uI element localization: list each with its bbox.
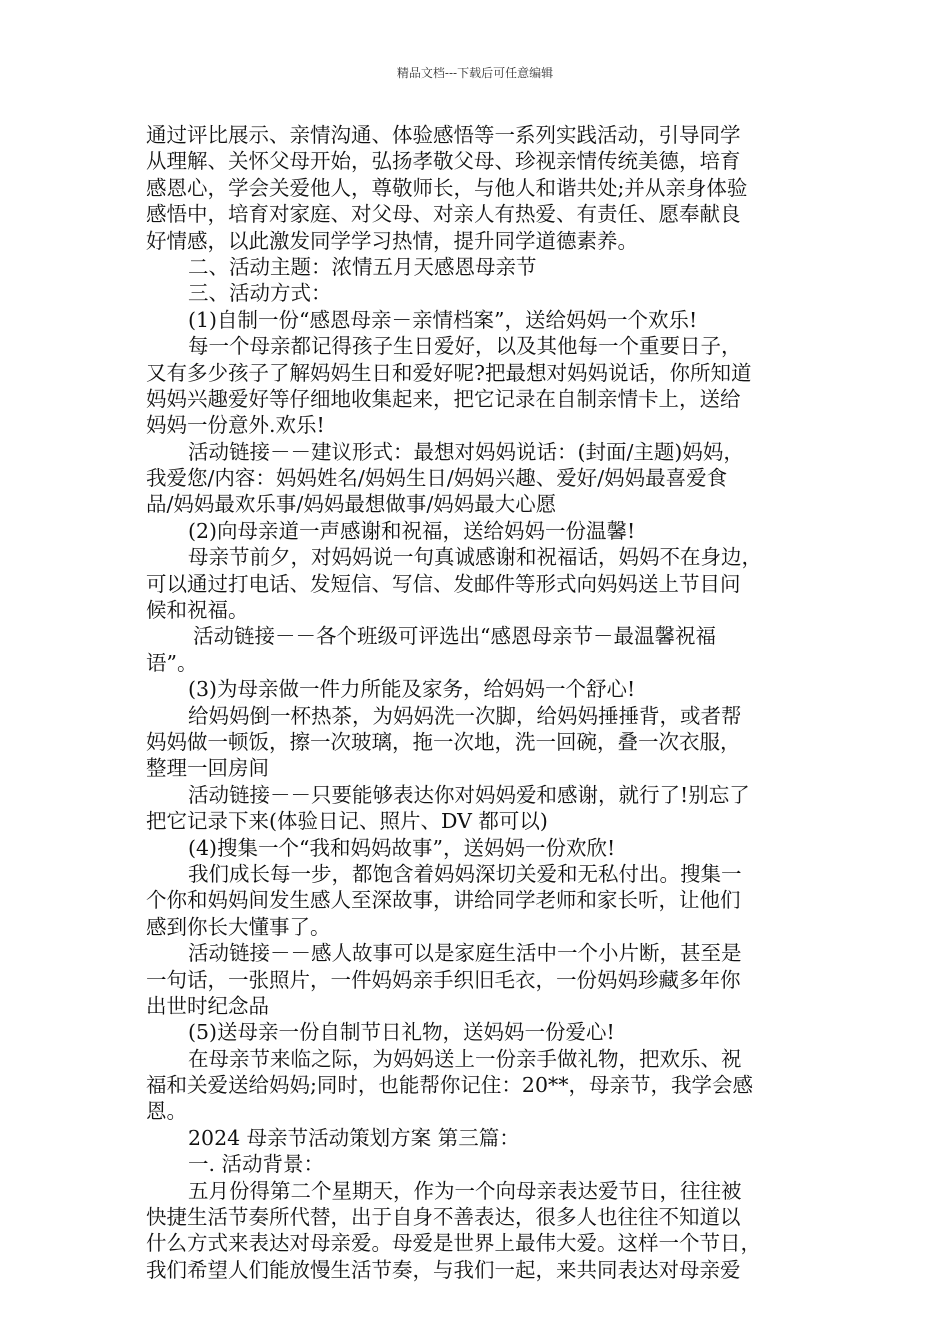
text-line: 从理解、关怀父母开始，弘扬孝敬父母、珍视亲情传统美德，培育	[146, 149, 741, 174]
text-line: 个你和妈妈间发生感人至深故事，讲给同学老师和家长听，让他们	[146, 888, 741, 913]
text-line: 通过评比展示、亲情沟通、体验感悟等一系列实践活动，引导同学	[146, 123, 741, 147]
text-line: 三、活动方式：	[188, 281, 332, 306]
text-line: (2)向母亲道一声感谢和祝福，送给妈妈一份温馨!	[188, 518, 636, 543]
text-line: (5)送母亲一份自制节日礼物，送妈妈一份爱心!	[188, 1020, 615, 1045]
text-line: (1)自制一份“感恩母亲－亲情档案”，送给妈妈一个欢乐!	[188, 307, 698, 332]
text-line: 把它记录下来(体验日记、照片、DV 都可以)	[146, 809, 548, 834]
text-line: 我爱您/内容：妈妈姓名/妈妈生日/妈妈兴趣、爱好/妈妈最喜爱食	[146, 466, 728, 491]
text-line: 语”。	[146, 650, 198, 675]
text-line: 一句话，一张照片，一件妈妈亲手织旧毛衣，一份妈妈珍藏多年你	[146, 967, 741, 992]
text-line: 感悟中，培育对家庭、对父母、对亲人有热爱、有责任、愿奉献良	[146, 202, 741, 227]
text-line: 好情感，以此激发同学学习热情，提升同学道德素养。	[146, 228, 638, 253]
text-line: 我们成长每一步，都饱含着妈妈深切关爱和无私付出。搜集一	[188, 861, 742, 886]
text-line: 恩。	[146, 1099, 187, 1124]
text-line: 可以通过打电话、发短信、写信、发邮件等形式向妈妈送上节目问	[146, 571, 741, 596]
text-line: 妈妈兴趣爱好等仔细地收集起来，把它记录在自制亲情卡上，送给	[146, 386, 741, 411]
text-line: 二、活动主题：浓情五月天感恩母亲节	[188, 254, 537, 279]
text-line: 妈妈一份意外.欢乐!	[146, 413, 325, 438]
text-line: 2024 母亲节活动策划方案 第三篇：	[188, 1125, 520, 1150]
text-line: 福和关爱送给妈妈;同时，也能帮你记住：20**，母亲节，我学会感	[146, 1073, 753, 1098]
page-header: 精品文档---下载后可任意编辑	[396, 66, 554, 80]
text-line: (3)为母亲做一件力所能及家务，给妈妈一个舒心!	[188, 677, 636, 702]
text-line: 整理一回房间	[146, 756, 269, 781]
text-line: (4)搜集一个“我和妈妈故事”，送妈妈一份欢欣!	[188, 835, 616, 860]
text-line: 活动链接－－各个班级可评选出“感恩母亲节－最温馨祝福	[193, 624, 716, 649]
text-line: 活动链接－－感人故事可以是家庭生活中一个小片断，甚至是	[188, 941, 742, 966]
text-line: 出世时纪念品	[146, 993, 269, 1018]
document-body	[146, 122, 812, 1283]
text-line: 我们希望人们能放慢生活节奏，与我们一起，来共同表达对母亲爱	[146, 1257, 741, 1282]
text-line: 候和祝福。	[146, 598, 249, 623]
text-line: 五月份得第二个星期天，作为一个向母亲表达爱节日，往往被	[188, 1178, 742, 1203]
text-line: 在母亲节来临之际，为妈妈送上一份亲手做礼物，把欢乐、祝	[188, 1046, 742, 1071]
text-line: 活动链接－－只要能够表达你对妈妈爱和感谢，就行了!别忘了	[188, 782, 750, 807]
text-line: 快捷生活节奏所代替，出于自身不善表达，很多人也往往不知道以	[146, 1205, 741, 1230]
text-line: 活动链接－－建议形式：最想对妈妈说话：(封面/主题)妈妈，	[188, 439, 744, 464]
text-line: 又有多少孩子了解妈妈生日和爱好呢?把最想对妈妈说话，你所知道	[146, 360, 752, 385]
text-line: 一. 活动背景：	[188, 1152, 325, 1177]
text-line: 什么方式来表达对母亲爱。母爱是世界上最伟大爱。这样一个节日，	[146, 1231, 761, 1256]
text-line: 感恩心，学会关爱他人，尊敬师长，与他人和谐共处;并从亲身体验	[146, 175, 748, 200]
text-line: 给妈妈倒一杯热茶，为妈妈洗一次脚，给妈妈捶捶背，或者帮	[188, 703, 742, 728]
text-line: 妈妈做一顿饭，擦一次玻璃，拖一次地，洗一回碗，叠一次衣服，	[146, 729, 741, 754]
text-line: 品/妈妈最欢乐事/妈妈最想做事/妈妈最大心愿	[146, 492, 557, 517]
text-line: 感到你长大懂事了。	[146, 914, 331, 939]
text-line: 母亲节前夕，对妈妈说一句真诚感谢和祝福话，妈妈不在身边，	[188, 545, 762, 570]
text-line: 每一个母亲都记得孩子生日爱好，以及其他每一个重要日子，	[188, 334, 742, 359]
